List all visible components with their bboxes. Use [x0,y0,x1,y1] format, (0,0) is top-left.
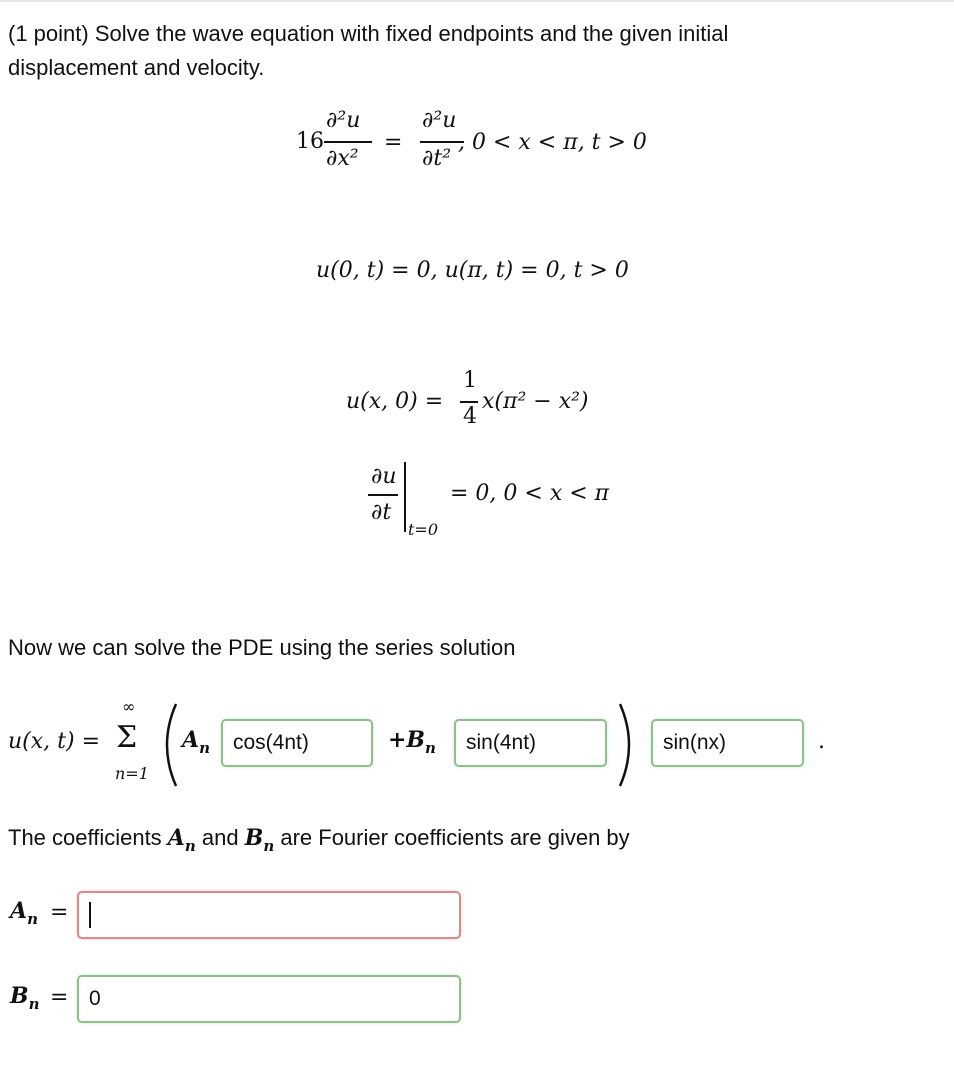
Bn-equals: = [50,985,69,1010]
iv-evaluation-subscript: t=0 [408,520,439,539]
top-divider [0,0,954,2]
problem-statement-line-2: displacement and velocity. [8,55,265,80]
right-parenthesis [616,700,640,790]
pde-domain: , 0 < x < π, t > 0 [458,130,647,155]
boundary-conditions: u(0, t) = 0, u(π, t) = 0, t > 0 [316,258,629,283]
Bn-label: $B_n$ [10,983,40,1013]
coef-A-symbol: $A_n$ [182,727,210,757]
An-label: $A_n$ [10,898,38,928]
series-lhs: u(x, t) = [8,729,100,754]
iv-numerator: ∂u [371,464,397,489]
sin-time-term-input[interactable] [454,719,607,767]
problem-statement-line-1: (1 point) Solve the wave equation with fixed endpoints and the given initial [8,21,729,46]
iv-fraction-bar [368,494,398,496]
iv-rest: = 0, 0 < x < π [450,481,610,506]
pde-coefficient: 16 [296,129,324,154]
plus-B-symbol: $+B_n$ [388,727,436,757]
series-period: . [818,729,825,754]
An-input[interactable] [77,891,461,939]
series-intro-text: Now we can solve the PDE using the series solution [8,635,516,660]
text-caret [89,902,91,928]
ic-fraction-bar [460,401,478,403]
spatial-term-input[interactable] [651,719,804,767]
iv-denominator: ∂t [371,500,392,525]
coefficients-text: The coefficients $A_n$ and $B_n$ are Fourier coefficients are given by [8,825,630,855]
cos-term-input[interactable] [221,719,373,767]
sum-lower-limit: n=1 [115,764,149,783]
pde-rhs-numerator: ∂²u [422,108,457,133]
pde-lhs-fraction-bar [324,141,372,143]
pde-lhs-numerator: ∂²u [326,108,361,133]
ic-lhs: u(x, 0) = [346,389,444,414]
An-equals: = [50,900,69,925]
Bn-input[interactable] [77,975,461,1023]
ic-denominator: 4 [463,404,477,429]
pde-rhs-denominator: ∂t² [422,146,452,171]
ic-numerator: 1 [463,368,477,393]
left-parenthesis [156,700,180,790]
sum-upper-limit: ∞ [122,697,136,716]
pde-equals: = [384,130,403,155]
sum-symbol: Σ [116,720,138,755]
iv-evaluation-bar [404,462,406,532]
pde-lhs-denominator: ∂x² [326,146,359,171]
ic-rest: x(π² − x²) [482,389,589,414]
